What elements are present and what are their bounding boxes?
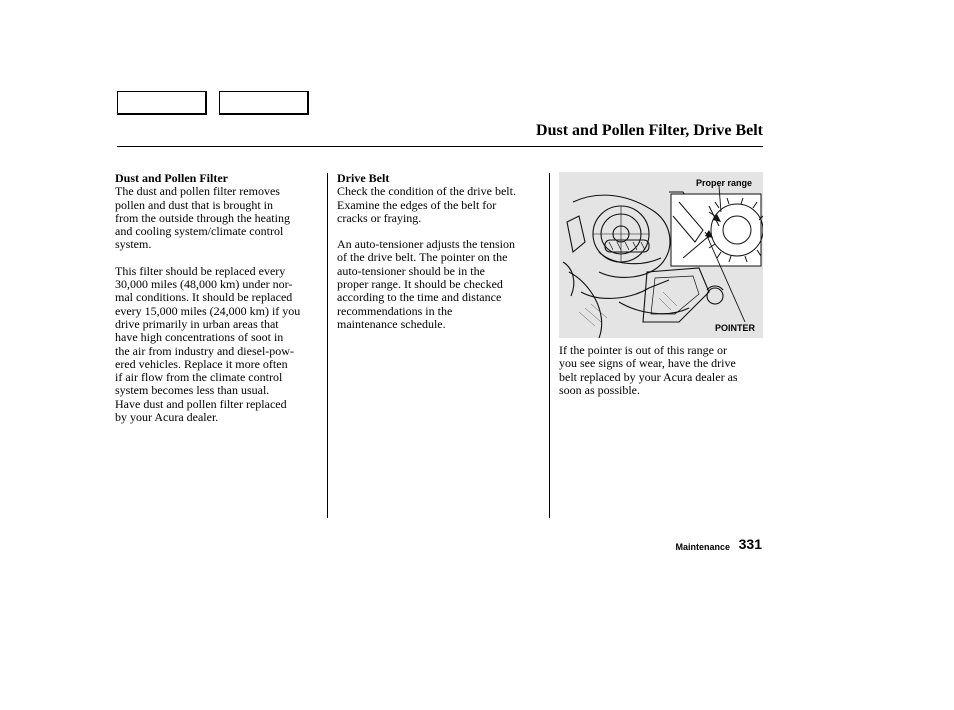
column-divider <box>327 173 328 518</box>
drive-belt-section <box>337 172 547 344</box>
paragraph: An auto-tensioner adjusts the tension of the drive belt. The pointer on the auto-tensioner should be in the proper range. It should be checked according to the time and distance recommendations in the maintenance schedule. <box>337 237 515 331</box>
auto-tensioner-illustration <box>559 172 763 338</box>
dust-pollen-filter-section <box>115 172 325 437</box>
previous-page-button[interactable] <box>117 91 207 115</box>
paragraph: The dust and pollen filter removes pollen and dust that is brought in from the outside through the heating and cooling system/climate control system. <box>115 184 290 252</box>
next-page-button[interactable] <box>219 91 309 115</box>
proper-range-label: Proper range <box>695 178 752 188</box>
section-heading: Dust and Pollen Filter <box>115 171 228 185</box>
paragraph: If the pointer is out of this range or you see signs of wear, have the drive belt replaced by your Acura dealer as soon as possible. <box>559 343 738 397</box>
paragraph: This filter should be replaced every 30,000 miles (48,000 km) under nor- mal conditions. It should be replaced every 15,000 miles (24,000 km) if you drive primarily in urban areas that have high concentrations of soot in the air from industry and diesel-pow- ered vehicles. Replace it more often if air flow from the climate control system becomes less than usual. Have dust and pollen filter replaced by your Acura dealer. <box>115 263 301 425</box>
footer-section-name: Maintenance <box>675 542 730 552</box>
section-heading: Drive Belt <box>337 171 390 185</box>
page-title: Dust and Pollen Filter, Drive Belt <box>536 122 763 139</box>
paragraph: Check the condition of the drive belt. Examine the edges of the belt for cracks or fraying. <box>337 184 516 225</box>
column-divider <box>549 173 550 518</box>
page-number: 331 <box>738 536 762 552</box>
title-divider <box>117 146 763 147</box>
engine-drawing <box>559 172 763 338</box>
pointer-label: POINTER <box>714 323 755 333</box>
pointer-note-section <box>559 344 765 410</box>
